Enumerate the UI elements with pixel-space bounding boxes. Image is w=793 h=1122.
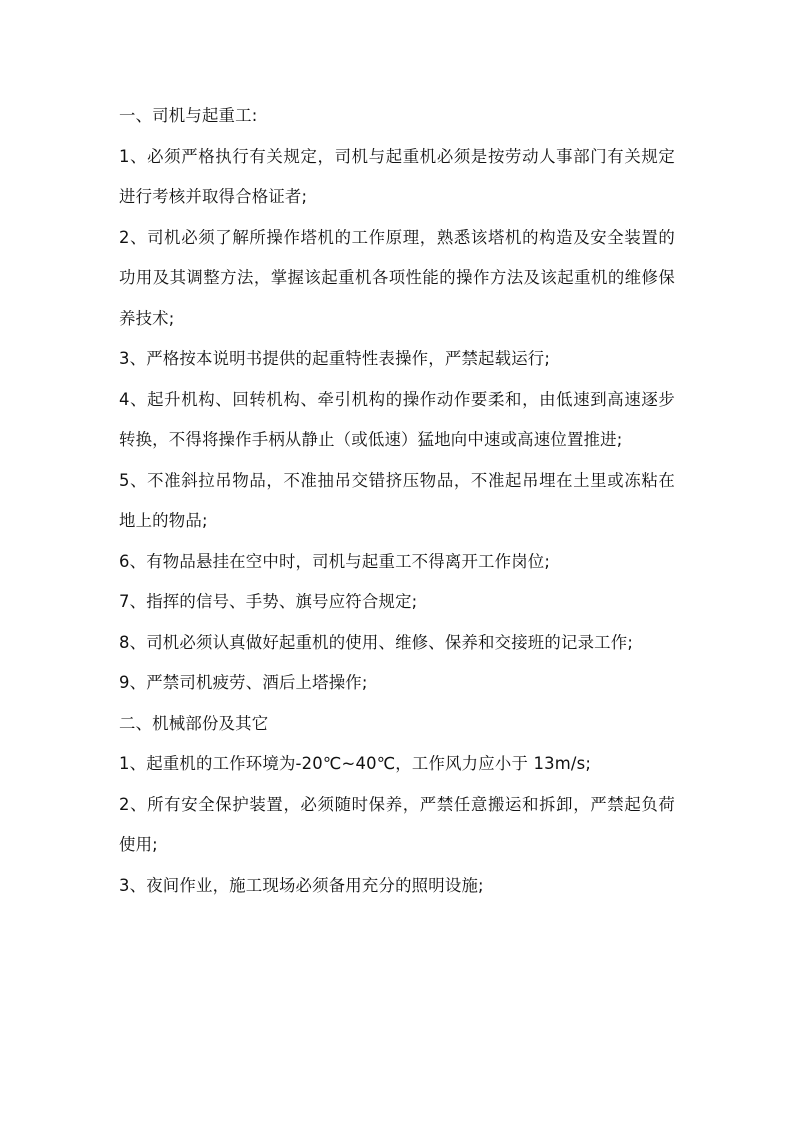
- paragraph-item-2: 2、司机必须了解所操作塔机的工作原理，熟悉该塔机的构造及安全装置的功用及其调整方法，掌握该起重机各项性能的操作方法及该起重机的维修保养技术;: [119, 227, 675, 328]
- paragraph-item-9: 9、严禁司机疲劳、酒后上塔操作;: [119, 673, 368, 692]
- section-heading-driver-and-rigger: 一、司机与起重工:: [119, 106, 258, 125]
- document-body: [119, 96, 675, 906]
- section-heading-machinery: 二、机械部份及其它: [119, 713, 269, 733]
- paragraph-machinery-item-3: 3、夜间作业，施工现场必须备用充分的照明设施;: [119, 875, 484, 895]
- paragraph-item-3: 3、严格按本说明书提供的起重特性表操作，严禁起载运行;: [119, 349, 551, 368]
- paragraph-machinery-item-2: 2、所有安全保护装置，必须随时保养，严禁任意搬运和拆卸，严禁起负荷使用;: [119, 794, 675, 854]
- paragraph-item-8: 8、司机必须认真做好起重机的使用、维修、保养和交接班的记录工作;: [119, 632, 634, 652]
- paragraph-item-5: 5、不准斜拉吊物品，不准抽吊交错挤压物品，不准起吊埋在土里或冻粘在地上的物品;: [119, 470, 675, 530]
- paragraph-item-4: 4、起升机构、回转机构、牵引机构的操作动作要柔和，由低速到高速逐步转换，不得将操作手柄从静止（或低速）猛地向中速或高速位置推进;: [119, 389, 675, 449]
- paragraph-item-6: 6、有物品悬挂在空中时，司机与起重工不得离开工作岗位;: [119, 551, 551, 571]
- paragraph-item-7: 7、指挥的信号、手势、旗号应符合规定;: [119, 592, 418, 611]
- paragraph-machinery-item-1: 1、起重机的工作环境为-20℃~40℃，工作风力应小于 13m/s;: [119, 754, 592, 773]
- paragraph-item-1: 1、必须严格执行有关规定，司机与起重机必须是按劳动人事部门有关规定进行考核并取得合格证者;: [119, 146, 675, 206]
